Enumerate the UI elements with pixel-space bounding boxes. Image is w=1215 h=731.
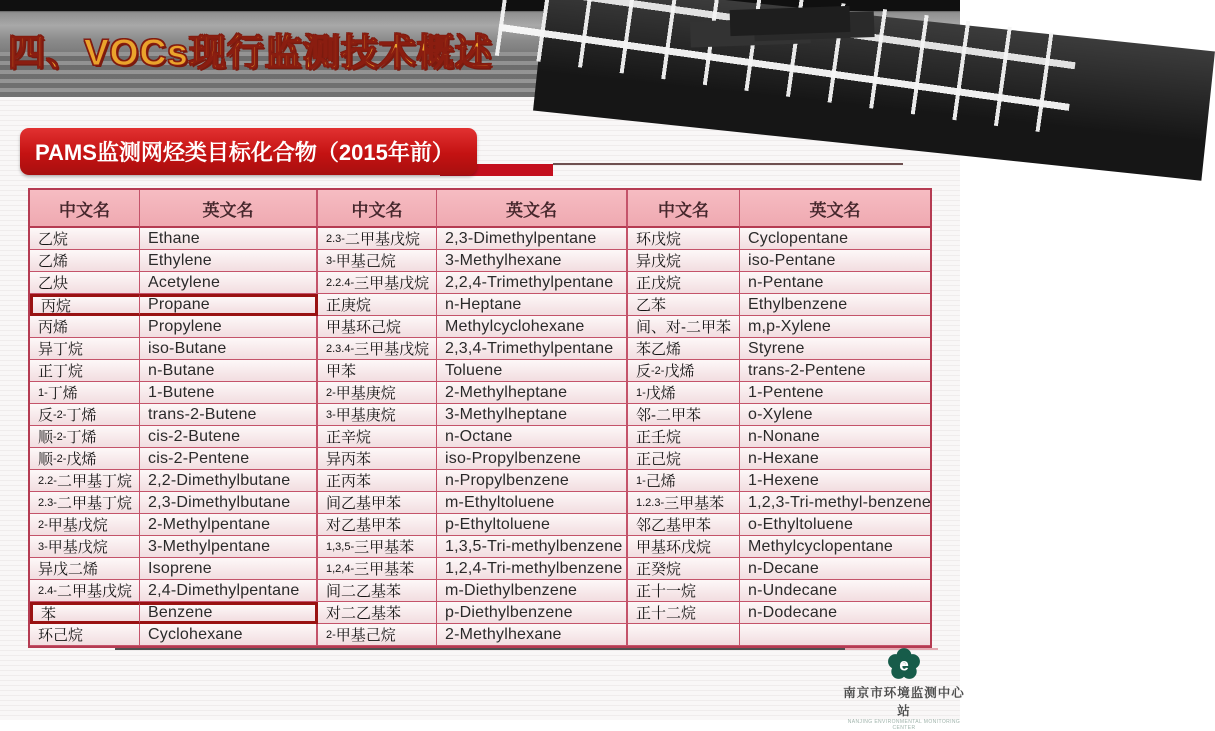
section-banner: PAMS监测网烃类目标化合物（2015年前） — [20, 128, 477, 175]
compound-name-cn: 2.3- 二甲基丁烷 — [30, 492, 140, 514]
compound-name-cn: 1.2.3- 三甲基苯 — [628, 492, 740, 514]
compound-name-cn: 反 -2- 丁烯 — [30, 404, 140, 426]
compound-name-en: Toluene — [437, 360, 628, 382]
compound-name-en: 2-Methylhexane — [437, 624, 628, 646]
compound-name-cn: 苯 — [30, 602, 140, 624]
compound-name-en: Ethylene — [140, 250, 318, 272]
compound-name-cn: 2- 甲基庚烷 — [318, 382, 437, 404]
compound-name-en: 1,3,5-Tri-methylbenzene — [437, 536, 628, 558]
compound-name-cn: 顺 -2- 戊烯 — [30, 448, 140, 470]
org-logo-block — [838, 646, 970, 731]
compound-name-cn: 丙烯 — [30, 316, 140, 338]
compound-name-en: Isoprene — [140, 558, 318, 580]
compound-name-en: 2,3-Dimethylpentane — [437, 228, 628, 250]
compound-name-en: m-Diethylbenzene — [437, 580, 628, 602]
compound-name-cn: 正十二烷 — [628, 602, 740, 624]
compound-name-en: Methylcyclopentane — [740, 536, 930, 558]
compound-name-en: 2,2,4-Trimethylpentane — [437, 272, 628, 294]
compound-name-en: o-Ethyltoluene — [740, 514, 930, 536]
compound-name-en: 1-Hexene — [740, 470, 930, 492]
compound-name-en: n-Undecane — [740, 580, 930, 602]
compound-name-cn: 正戊烷 — [628, 272, 740, 294]
compound-name-cn: 2.2.4- 三甲基戊烷 — [318, 272, 437, 294]
compound-name-cn: 3- 甲基戊烷 — [30, 536, 140, 558]
compound-name-cn: 正辛烷 — [318, 426, 437, 448]
compound-name-en: Cyclohexane — [140, 624, 318, 646]
compound-name-en: 2-Methylpentane — [140, 514, 318, 536]
compound-name-cn: 正丁烷 — [30, 360, 140, 382]
compound-name-en: iso-Butane — [140, 338, 318, 360]
compound-name-cn: 间乙基甲苯 — [318, 492, 437, 514]
compound-name-cn: 3- 甲基己烷 — [318, 250, 437, 272]
compound-name-cn: 间、对-二甲苯 — [628, 316, 740, 338]
compound-name-en: 2,3-Dimethylbutane — [140, 492, 318, 514]
compound-name-cn: 2- 甲基戊烷 — [30, 514, 140, 536]
compound-name-en: 1-Butene — [140, 382, 318, 404]
compound-name-cn: 2.4- 二甲基戊烷 — [30, 580, 140, 602]
compound-name-en: Methylcyclohexane — [437, 316, 628, 338]
compound-name-en: Ethylbenzene — [740, 294, 930, 316]
compound-name-en: 1,2,4-Tri-methylbenzene — [437, 558, 628, 580]
compound-name-cn: 乙苯 — [628, 294, 740, 316]
compound-name-cn: 1,3,5- 三甲基苯 — [318, 536, 437, 558]
plum-blossom-e-icon — [886, 646, 922, 682]
compound-name-cn: 对二乙基苯 — [318, 602, 437, 624]
svg-text:e: e — [899, 655, 909, 675]
compound-name-en: n-Hexane — [740, 448, 930, 470]
compound-name-cn: 环戊烷 — [628, 228, 740, 250]
compound-name-en: n-Nonane — [740, 426, 930, 448]
compound-name-en: n-Pentane — [740, 272, 930, 294]
photo-equipment — [729, 6, 850, 36]
compound-name-cn: 1- 戊烯 — [628, 382, 740, 404]
compound-name-en: Cyclopentane — [740, 228, 930, 250]
compound-name-en: m-Ethyltoluene — [437, 492, 628, 514]
compound-name-en: iso-Propylbenzene — [437, 448, 628, 470]
column-header-en-1: 英文名 — [140, 190, 318, 228]
compound-name-en: iso-Pentane — [740, 250, 930, 272]
compound-name-cn: 1,2,4- 三甲基苯 — [318, 558, 437, 580]
compound-name-en: cis-2-Pentene — [140, 448, 318, 470]
compound-name-en: Propane — [140, 294, 318, 316]
compound-name-en: 1-Pentene — [740, 382, 930, 404]
column-header-en-3: 英文名 — [740, 190, 930, 228]
page-title: 四、VOCs现行监测技术概述 — [8, 32, 493, 73]
compound-name-en: m,p-Xylene — [740, 316, 930, 338]
compound-name-cn: 反 -2- 戊烯 — [628, 360, 740, 382]
compound-name-en: n-Butane — [140, 360, 318, 382]
compound-name-en: n-Octane — [437, 426, 628, 448]
compound-name-cn: 异戊烷 — [628, 250, 740, 272]
compound-name-en: Acetylene — [140, 272, 318, 294]
compound-name-cn: 异丙苯 — [318, 448, 437, 470]
compound-name-en: 3-Methylhexane — [437, 250, 628, 272]
compound-name-en — [740, 624, 930, 646]
compound-name-cn: 2.3- 二甲基戊烷 — [318, 228, 437, 250]
compound-name-en: 3-Methylpentane — [140, 536, 318, 558]
compound-name-cn: 正己烷 — [628, 448, 740, 470]
compound-name-cn: 环己烷 — [30, 624, 140, 646]
compound-name-cn: 1- 己烯 — [628, 470, 740, 492]
compound-name-cn: 甲基环戊烷 — [628, 536, 740, 558]
compound-name-cn: 3- 甲基庚烷 — [318, 404, 437, 426]
compound-name-en: trans-2-Pentene — [740, 360, 930, 382]
compound-name-cn: 乙烷 — [30, 228, 140, 250]
column-header-cn-2: 中文名 — [318, 190, 437, 228]
compound-name-cn: 2.3.4- 三甲基戊烷 — [318, 338, 437, 360]
compound-name-cn: 1- 丁烯 — [30, 382, 140, 404]
compound-name-cn: 正庚烷 — [318, 294, 437, 316]
column-header-cn-1: 中文名 — [30, 190, 140, 228]
compound-name-cn: 邻-二甲苯 — [628, 404, 740, 426]
bottom-divider — [115, 648, 845, 650]
compound-table — [28, 188, 932, 648]
compound-name-cn: 乙炔 — [30, 272, 140, 294]
compound-name-en: p-Diethylbenzene — [437, 602, 628, 624]
column-header-en-2: 英文名 — [437, 190, 628, 228]
compound-name-en: n-Propylbenzene — [437, 470, 628, 492]
column-header-cn-3: 中文名 — [628, 190, 740, 228]
compound-name-en: Ethane — [140, 228, 318, 250]
compound-name-en: 2-Methylheptane — [437, 382, 628, 404]
compound-name-cn — [628, 624, 740, 646]
compound-name-en: 2,2-Dimethylbutane — [140, 470, 318, 492]
compound-name-cn: 异丁烷 — [30, 338, 140, 360]
compound-name-en: Benzene — [140, 602, 318, 624]
compound-name-en: 1,2,3-Tri-methyl-benzene — [740, 492, 930, 514]
compound-name-en: n-Heptane — [437, 294, 628, 316]
compound-name-en: n-Dodecane — [740, 602, 930, 624]
compound-name-en: trans-2-Butene — [140, 404, 318, 426]
compound-name-cn: 2- 甲基己烷 — [318, 624, 437, 646]
compound-name-cn: 正十一烷 — [628, 580, 740, 602]
compound-name-en: Styrene — [740, 338, 930, 360]
compound-name-en: o-Xylene — [740, 404, 930, 426]
compound-name-cn: 苯乙烯 — [628, 338, 740, 360]
compound-name-cn: 间二乙基苯 — [318, 580, 437, 602]
compound-name-en: 3-Methylheptane — [437, 404, 628, 426]
compound-name-en: n-Decane — [740, 558, 930, 580]
compound-name-cn: 甲基环己烷 — [318, 316, 437, 338]
compound-name-en: Propylene — [140, 316, 318, 338]
compound-name-cn: 乙烯 — [30, 250, 140, 272]
compound-name-en: cis-2-Butene — [140, 426, 318, 448]
compound-name-en: p-Ethyltoluene — [437, 514, 628, 536]
org-name-cn: 南京市环境监测中心站 — [843, 686, 965, 718]
compound-name-cn: 2.2- 二甲基丁烷 — [30, 470, 140, 492]
org-name-en: NANJING ENVIRONMENTAL MONITORING CENTER — [847, 719, 961, 731]
compound-name-cn: 邻乙基甲苯 — [628, 514, 740, 536]
compound-name-cn: 正壬烷 — [628, 426, 740, 448]
compound-name-cn: 正癸烷 — [628, 558, 740, 580]
compound-name-en: 2,4-Dimethylpentane — [140, 580, 318, 602]
compound-name-cn: 异戊二烯 — [30, 558, 140, 580]
banner-rule-line — [553, 163, 903, 165]
compound-name-cn: 正丙苯 — [318, 470, 437, 492]
compound-name-cn: 甲苯 — [318, 360, 437, 382]
compound-name-en: 2,3,4-Trimethylpentane — [437, 338, 628, 360]
compound-name-cn: 顺 -2- 丁烯 — [30, 426, 140, 448]
compound-name-cn: 对乙基甲苯 — [318, 514, 437, 536]
compound-name-cn: 丙烷 — [30, 294, 140, 316]
